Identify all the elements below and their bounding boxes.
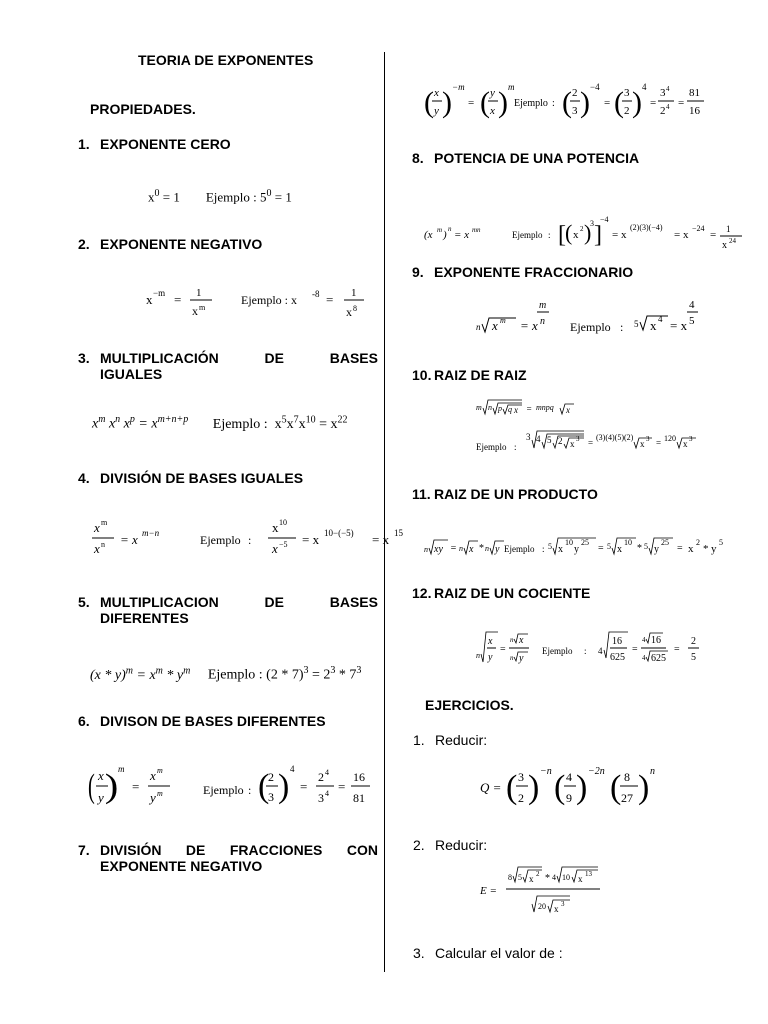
svg-text:3: 3 [561, 900, 565, 908]
svg-text:x: x [146, 292, 153, 307]
svg-text:*: * [479, 543, 484, 554]
svg-text:81: 81 [353, 791, 365, 805]
svg-text:1: 1 [351, 287, 357, 299]
svg-text:=: = [674, 644, 680, 655]
svg-text:−m: −m [153, 288, 166, 298]
svg-text:[: [ [558, 222, 566, 248]
svg-text:m: m [508, 82, 515, 92]
svg-text:10: 10 [279, 518, 287, 527]
svg-text:= x: = x [302, 532, 320, 547]
svg-text:2: 2 [572, 87, 578, 99]
svg-text::: : [584, 646, 587, 656]
svg-text:mnpq: mnpq [536, 403, 554, 412]
svg-text:x: x [272, 541, 278, 556]
svg-text:=: = [632, 644, 638, 655]
svg-text:−n: −n [540, 766, 552, 777]
svg-text:20: 20 [538, 902, 546, 911]
svg-text:2: 2 [691, 636, 696, 647]
svg-text:): ) [576, 769, 588, 806]
svg-text:(: ( [424, 86, 434, 119]
svg-text:x: x [94, 520, 100, 535]
svg-text:=: = [678, 97, 685, 109]
svg-text:2: 2 [558, 436, 563, 446]
svg-text:3: 3 [624, 87, 630, 99]
section-2-title: 2. EXPONENTE NEGATIVO [78, 236, 263, 252]
formula-raiz-de-producto [424, 532, 758, 560]
svg-text:): ) [104, 768, 119, 806]
svg-text:y: y [654, 544, 659, 555]
svg-text:Ejemplo: Ejemplo [200, 533, 241, 547]
svg-text:n: n [510, 654, 514, 662]
svg-text:x: x [683, 439, 688, 449]
svg-text:n: n [476, 322, 481, 332]
svg-text:5: 5 [607, 542, 611, 551]
exercise-1-formula [480, 760, 680, 812]
svg-text:(3)(4)(5)(2): (3)(4)(5)(2) [596, 433, 634, 442]
section-1-title: 1. EXPONENTE CERO [78, 136, 231, 152]
svg-text:n: n [101, 540, 105, 549]
svg-text:16: 16 [612, 636, 622, 647]
svg-text:2: 2 [268, 770, 274, 784]
svg-text:5: 5 [547, 435, 552, 445]
svg-text:=: = [710, 229, 717, 241]
svg-text:m: m [500, 316, 506, 325]
svg-text:=: = [677, 543, 683, 554]
svg-text:x: x [514, 405, 518, 415]
svg-text:=: = [326, 292, 334, 307]
svg-text:y: y [488, 652, 493, 663]
svg-text:4: 4 [689, 299, 695, 311]
svg-text:m: m [437, 226, 443, 234]
svg-text:=: = [650, 97, 657, 109]
svg-text:=: = [468, 97, 475, 109]
svg-text:m−n: m−n [142, 528, 160, 538]
svg-text:4: 4 [566, 770, 572, 784]
svg-text:y: y [98, 790, 104, 805]
svg-text:4: 4 [642, 636, 646, 644]
formula-division-fracciones-exponente-negativo [424, 80, 714, 124]
svg-text:2: 2 [580, 225, 584, 233]
svg-text:15: 15 [394, 528, 403, 538]
svg-text:= x: = x [612, 229, 627, 241]
column-divider [384, 52, 385, 972]
svg-text:=: = [598, 543, 604, 554]
svg-text:(: ( [506, 769, 518, 806]
section-5-title: 5. MULTIPLICACION DE BASES DIFERENTES [78, 594, 378, 626]
svg-text:9: 9 [566, 791, 572, 805]
section-3-title: 3. MULTIPLICACIÓN DE BASES IGUALES [78, 350, 378, 382]
svg-text:10−(−5): 10−(−5) [324, 528, 354, 538]
svg-text:13: 13 [585, 870, 592, 878]
svg-text:x: x [272, 520, 279, 535]
svg-text::: : [248, 783, 252, 797]
svg-text:Ejemplo: Ejemplo [542, 646, 573, 656]
svg-text:−24: −24 [692, 224, 705, 233]
svg-text:m: m [157, 766, 163, 775]
svg-text:10: 10 [562, 873, 570, 882]
svg-text:1: 1 [196, 287, 202, 299]
svg-text:−5: −5 [279, 540, 288, 549]
svg-text:]: ] [594, 222, 602, 248]
svg-text:(: ( [554, 769, 566, 806]
formula-exponente-negativo [146, 282, 376, 324]
svg-text:5: 5 [644, 542, 648, 551]
svg-text:x: x [150, 768, 156, 783]
svg-text:5: 5 [719, 538, 723, 547]
formula-potencia-de-potencia [424, 214, 754, 254]
svg-text:-8: -8 [312, 289, 320, 299]
svg-text:n: n [510, 636, 514, 644]
svg-text:2: 2 [536, 870, 540, 878]
svg-text:n: n [424, 545, 428, 554]
svg-text:4: 4 [642, 82, 647, 92]
svg-text:(: ( [562, 86, 572, 119]
svg-text:m: m [101, 518, 108, 527]
svg-text:16: 16 [651, 635, 661, 646]
svg-text:y: y [519, 653, 524, 664]
svg-text:Ejemplo: Ejemplo [512, 230, 543, 240]
svg-text:(x: (x [424, 229, 433, 241]
exercises-heading: EJERCICIOS. [425, 697, 514, 713]
svg-text:=: = [174, 292, 182, 307]
svg-text:y: y [434, 105, 439, 117]
svg-text:Q =: Q = [480, 780, 502, 795]
svg-text:m: m [118, 764, 125, 774]
svg-text:x: x [529, 874, 534, 884]
section-6-title: 6. DIVISON DE BASES DIFERENTES [78, 713, 326, 729]
svg-text:−4: −4 [590, 82, 600, 92]
svg-text:y: y [711, 543, 717, 555]
svg-text:*: * [703, 543, 709, 555]
svg-text:625: 625 [651, 653, 666, 664]
section-heading-propiedades: PROPIEDADES. [90, 101, 196, 117]
svg-text:16: 16 [353, 770, 365, 784]
svg-text:x: x [346, 305, 352, 319]
section-11-title: 11. RAIZ DE UN PRODUCTO [412, 486, 598, 502]
svg-text:x: x [488, 636, 493, 647]
svg-text:4: 4 [658, 314, 663, 324]
svg-text:xy: xy [434, 544, 443, 555]
svg-text:=: = [132, 779, 140, 794]
svg-text:5: 5 [518, 873, 522, 882]
svg-text::: : [552, 98, 555, 109]
svg-text:n: n [459, 544, 463, 553]
exercise-2-formula [480, 864, 620, 920]
svg-text:4: 4 [666, 103, 670, 111]
svg-text:4: 4 [552, 873, 556, 882]
svg-text:5: 5 [634, 319, 639, 329]
svg-text:10: 10 [565, 538, 573, 547]
svg-text:8: 8 [353, 304, 357, 313]
svg-text:3: 3 [518, 770, 524, 784]
svg-text:= x: = x [120, 532, 138, 547]
section-12-title: 12. RAIZ DE UN COCIENTE [412, 585, 591, 601]
svg-text:): ) [528, 769, 540, 806]
formula-exponente-fraccionario [476, 294, 706, 342]
svg-text:(: ( [480, 86, 490, 119]
svg-text:(: ( [614, 86, 624, 119]
svg-text:n: n [485, 544, 489, 553]
svg-text:3: 3 [268, 790, 274, 804]
svg-text:): ) [632, 86, 642, 119]
svg-text:x: x [640, 439, 645, 449]
svg-text:E =: E = [480, 885, 497, 897]
section-10-title: 10. RAIZ DE RAIZ [412, 367, 527, 383]
svg-text:1: 1 [726, 224, 731, 234]
svg-text:24: 24 [729, 237, 736, 245]
svg-text:x: x [519, 635, 524, 646]
svg-text::: : [514, 442, 517, 452]
svg-text:=: = [656, 438, 662, 448]
svg-text:): ) [442, 86, 452, 119]
svg-text:n: n [650, 766, 655, 777]
svg-text:120: 120 [664, 434, 676, 443]
svg-text::: : [548, 230, 551, 240]
svg-text:4: 4 [325, 789, 329, 798]
svg-text:x: x [650, 318, 657, 333]
svg-text:*: * [637, 543, 642, 554]
svg-text:mn: mn [472, 226, 481, 234]
svg-text:x: x [554, 904, 559, 914]
svg-text:x: x [469, 544, 474, 555]
svg-text:25: 25 [661, 538, 669, 547]
formula-raiz-de-cociente [476, 628, 706, 672]
formula-exponente-cero: $x^0 = 1$ Ejemplo : $5^0 = 1$ [148, 188, 292, 205]
svg-text:4: 4 [642, 654, 646, 662]
svg-text:=: = [338, 779, 346, 794]
svg-text:(2)(3)(−4): (2)(3)(−4) [630, 223, 663, 232]
svg-text:5: 5 [548, 542, 552, 551]
svg-text:x: x [558, 544, 563, 555]
section-8-title: 8. POTENCIA DE UNA POTENCIA [412, 150, 640, 166]
svg-text:x: x [98, 768, 104, 783]
svg-text:3: 3 [689, 435, 693, 443]
svg-text:3: 3 [576, 435, 580, 443]
svg-text:= x: = x [520, 318, 538, 333]
svg-text:−2n: −2n [588, 766, 605, 777]
svg-text:x: x [688, 543, 694, 555]
svg-text:= x: = x [674, 229, 689, 241]
svg-text:*: * [545, 873, 550, 884]
formula-division-bases-iguales [90, 516, 403, 568]
svg-text:m: m [199, 303, 206, 312]
svg-text:=: = [604, 97, 611, 109]
svg-text:): ) [443, 229, 447, 241]
svg-text:m: m [476, 403, 482, 412]
formula-raiz-de-raiz [476, 396, 716, 458]
svg-text:=: = [500, 644, 506, 655]
svg-text:y: y [150, 790, 156, 805]
svg-text:p: p [498, 404, 502, 413]
svg-text:=: = [588, 438, 594, 448]
svg-text:−4: −4 [600, 215, 609, 224]
svg-text:=: = [450, 543, 457, 554]
exercise-2: 2. Reducir: [413, 837, 488, 853]
svg-text:x: x [617, 544, 622, 555]
svg-text:3: 3 [660, 87, 666, 99]
svg-text:Ejemplo: Ejemplo [203, 783, 244, 797]
svg-text:x: x [490, 105, 495, 117]
svg-text:x: x [578, 874, 583, 884]
svg-text:x: x [94, 541, 100, 556]
svg-text:): ) [580, 86, 590, 119]
svg-text:q: q [508, 405, 512, 414]
svg-text:10: 10 [624, 538, 632, 547]
svg-text:x: x [566, 405, 570, 415]
svg-text:4: 4 [536, 434, 541, 444]
svg-text:): ) [498, 86, 508, 119]
svg-text:m: m [157, 789, 163, 798]
svg-text:= x: = x [372, 532, 390, 547]
svg-text:): ) [638, 769, 650, 806]
svg-text:Ejemplo: Ejemplo [514, 98, 548, 109]
svg-text:8: 8 [508, 873, 512, 882]
svg-text:=: = [300, 779, 308, 794]
formula-division-bases-diferentes [88, 762, 378, 818]
formula-multiplicacion-bases-diferentes: $(x * y)^m = x^m * y^m$ Ejemplo : $(2 * 7)^3 = 2^3 * 7^3$ [90, 665, 362, 683]
svg-text:2: 2 [518, 791, 524, 805]
svg-text:3: 3 [646, 435, 650, 443]
svg-text:n: n [488, 403, 492, 412]
svg-text:(: ( [88, 767, 95, 806]
svg-text:y: y [495, 544, 500, 555]
svg-text:5: 5 [691, 652, 696, 663]
svg-text:(: ( [610, 769, 622, 806]
svg-text:4: 4 [598, 646, 603, 656]
svg-text:2: 2 [624, 105, 630, 117]
section-7-title: 7. DIVISIÓN DE FRACCIONES CON EXPONENTE NEGATIVO [78, 842, 378, 874]
svg-text:Ejemplo: Ejemplo [570, 320, 611, 334]
svg-text:3: 3 [572, 105, 578, 117]
svg-text::: : [248, 533, 252, 547]
svg-text:n: n [476, 651, 480, 660]
svg-text:x: x [722, 240, 727, 251]
svg-text:= x: = x [454, 229, 470, 241]
svg-text:625: 625 [610, 652, 625, 663]
svg-text:4: 4 [290, 764, 295, 774]
svg-text:y: y [574, 544, 579, 555]
svg-text:27: 27 [621, 791, 633, 805]
svg-text::: : [542, 544, 545, 554]
svg-text:): ) [584, 220, 592, 245]
svg-text:2: 2 [660, 105, 666, 117]
svg-text:x: x [570, 439, 575, 449]
svg-text:3: 3 [526, 432, 531, 442]
svg-text:): ) [278, 768, 290, 805]
section-9-title: 9. EXPONENTE FRACCIONARIO [412, 264, 634, 280]
svg-text::: : [620, 320, 624, 334]
svg-text:4: 4 [666, 85, 670, 93]
svg-text:Ejemplo: Ejemplo [504, 544, 535, 554]
svg-text:2: 2 [318, 770, 324, 784]
formula-multiplicacion-bases-iguales: $x^m$ $x^n$ $x^p = x^{m+n+p}$ Ejemplo : $x^5x^7x^{10} = x^{22}$ [92, 414, 348, 432]
svg-text:−m: −m [452, 82, 465, 92]
svg-text:Ejemplo: Ejemplo [476, 442, 507, 452]
section-4-title: 4. DIVISIÓN DE BASES IGUALES [78, 470, 304, 486]
svg-text:3: 3 [590, 219, 594, 228]
svg-text:5: 5 [689, 315, 695, 327]
svg-text:3: 3 [318, 791, 324, 805]
svg-text:x: x [573, 229, 579, 241]
svg-text:81: 81 [689, 87, 700, 99]
svg-text:x: x [192, 304, 198, 318]
page-title: TEORIA DE EXPONENTES [138, 52, 314, 68]
svg-text:m: m [539, 300, 547, 311]
svg-text:x: x [492, 318, 498, 333]
exercise-1: 1. Reducir: [413, 732, 488, 748]
svg-text:2: 2 [696, 538, 700, 547]
svg-text:x: x [434, 87, 439, 99]
svg-text:(: ( [565, 220, 573, 245]
svg-text:=: = [526, 404, 533, 414]
svg-text:y: y [490, 87, 495, 99]
svg-text:16: 16 [689, 105, 700, 117]
svg-text:= x: = x [670, 318, 688, 333]
svg-text:n: n [448, 225, 452, 233]
svg-text:25: 25 [581, 538, 589, 547]
svg-text:Ejemplo : x: Ejemplo : x [241, 293, 297, 307]
svg-text:(: ( [258, 768, 270, 805]
svg-text:n: n [540, 316, 545, 327]
svg-text:4: 4 [325, 768, 329, 777]
exercise-3: 3. Calcular el valor de : [413, 945, 563, 961]
svg-text:8: 8 [624, 770, 630, 784]
